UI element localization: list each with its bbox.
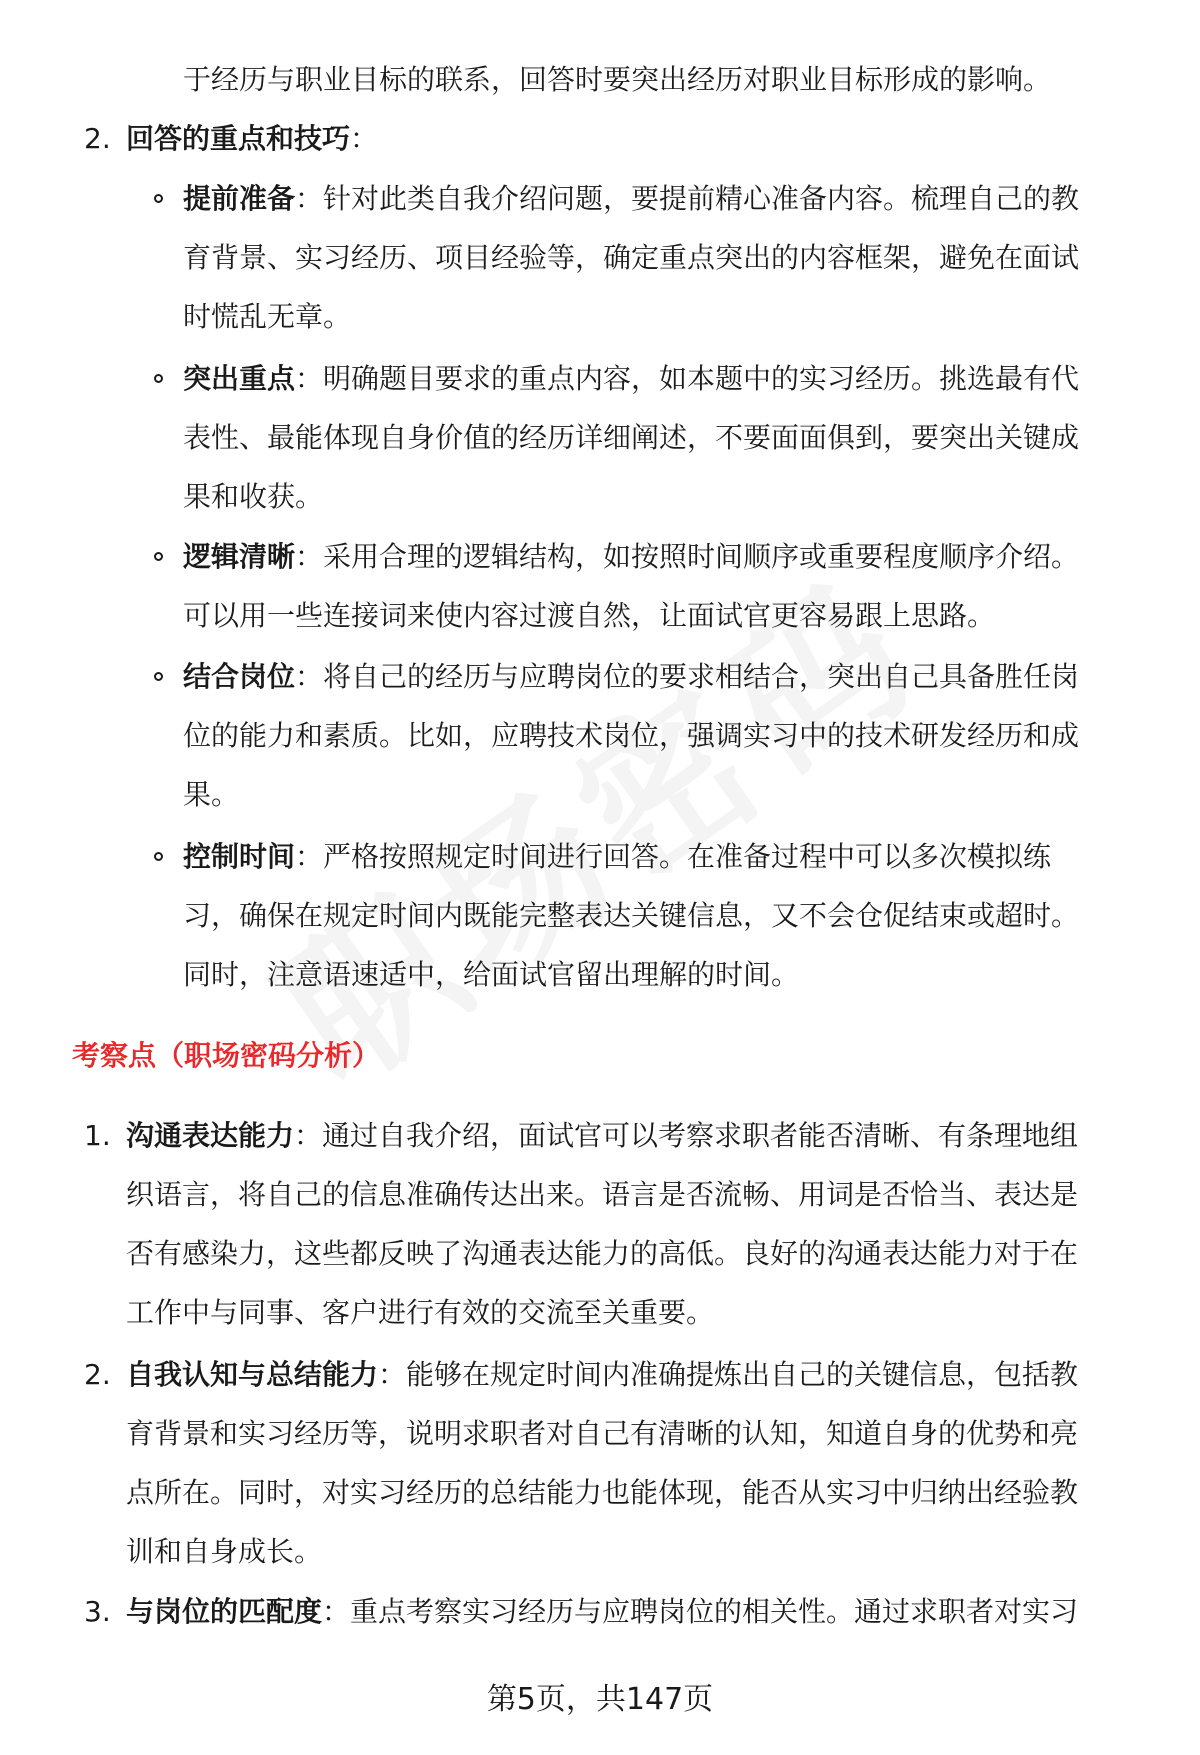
item-text: 育背景、实习经历、项目经验等，确定重点突出的内容框架，避免在面试 [183, 241, 1080, 274]
item-text: ：重点考察实习经历与应聘岗位的相关性。通过求职者对实习 [322, 1595, 1079, 1628]
page-number: 第5页，共147页 [486, 1682, 714, 1717]
list-item [183, 359, 1079, 399]
bullet-icon [154, 672, 163, 681]
paragraph-continuation: 于经历与职业目标的联系，回答时要突出经历对职业目标形成的影响。 [183, 63, 1052, 96]
bullet-icon [154, 374, 163, 383]
bullet-icon [154, 194, 163, 203]
item-text: 点所在。同时，对实习经历的总结能力也能体现，能否从实习中归纳出经验教 [126, 1476, 1079, 1509]
item-text: 表性、最能体现自身价值的经历详细阐述，不要面面俱到，要突出关键成 [183, 421, 1080, 454]
item-text: ：严格按照规定时间进行回答。在准备过程中可以多次模拟练 [295, 840, 1052, 873]
list-number: 2. [84, 122, 111, 155]
list-number: 1. [84, 1119, 111, 1152]
item-text: ：将自己的经历与应聘岗位的要求相结合，突出自己具备胜任岗 [295, 660, 1080, 693]
item-term: 突出重点 [183, 362, 296, 395]
item-text: 工作中与同事、客户进行有效的交流至关重要。 [126, 1296, 715, 1329]
item-term: 自我认知与总结能力 [126, 1358, 379, 1391]
item-text: 习，确保在规定时间内既能完整表达关键信息，又不会仓促结束或超时。 [183, 899, 1080, 932]
list-item [183, 537, 1079, 577]
item-text: 位的能力和素质。比如，应聘技术岗位，强调实习中的技术研发经历和成 [183, 719, 1080, 752]
item-text: 可以用一些连接词来使内容过渡自然，让面试官更容易跟上思路。 [183, 599, 996, 632]
item-text: 果。 [183, 778, 240, 811]
item-term: 沟通表达能力 [126, 1119, 295, 1152]
item-text: ：通过自我介绍，面试官可以考察求职者能否清晰、有条理地组 [294, 1119, 1079, 1152]
list-number: 3. [84, 1595, 111, 1628]
item-text: 果和收获。 [183, 480, 324, 513]
item-text: ：明确题目要求的重点内容，如本题中的实习经历。挑选最有代 [295, 362, 1080, 395]
item-term: 结合岗位 [183, 660, 296, 693]
item-text: 训和自身成长。 [126, 1535, 323, 1568]
list-item-title [126, 119, 378, 159]
item-text: 织语言，将自己的信息准确传达出来。语言是否流畅、用词是否恰当、表达是 [126, 1178, 1079, 1211]
item-text: 同时，注意语速适中，给面试官留出理解的时间。 [183, 958, 800, 991]
item-text: 否有感染力，这些都反映了沟通表达能力的高低。良好的沟通表达能力对于在 [126, 1237, 1079, 1270]
item-text: ：能够在规定时间内准确提炼出自己的关键信息，包括教 [378, 1358, 1079, 1391]
list-item [183, 837, 1051, 877]
bullet-icon [154, 852, 163, 861]
title-colon: ： [350, 122, 379, 155]
list-item [183, 657, 1079, 697]
section-heading: 考察点（职场密码分析） [72, 1039, 381, 1072]
list-number: 2. [84, 1358, 111, 1391]
item-term: 提前准备 [183, 182, 296, 215]
item-term: 与岗位的匹配度 [126, 1595, 323, 1628]
list-item [126, 1355, 1078, 1395]
item-term: 逻辑清晰 [183, 540, 296, 573]
item-term: 控制时间 [183, 840, 296, 873]
item-text: ：针对此类自我介绍问题，要提前精心准备内容。梳理自己的教 [295, 182, 1080, 215]
section-title: 回答的重点和技巧 [126, 122, 351, 155]
bullet-icon [154, 552, 163, 561]
item-text: 时慌乱无章。 [183, 300, 352, 333]
list-item [183, 179, 1079, 219]
list-item [126, 1116, 1078, 1156]
item-text: ：采用合理的逻辑结构，如按照时间顺序或重要程度顺序介绍。 [295, 540, 1080, 573]
item-text: 育背景和实习经历等，说明求职者对自己有清晰的认知，知道自身的优势和亮 [126, 1417, 1079, 1450]
list-item [126, 1592, 1078, 1632]
